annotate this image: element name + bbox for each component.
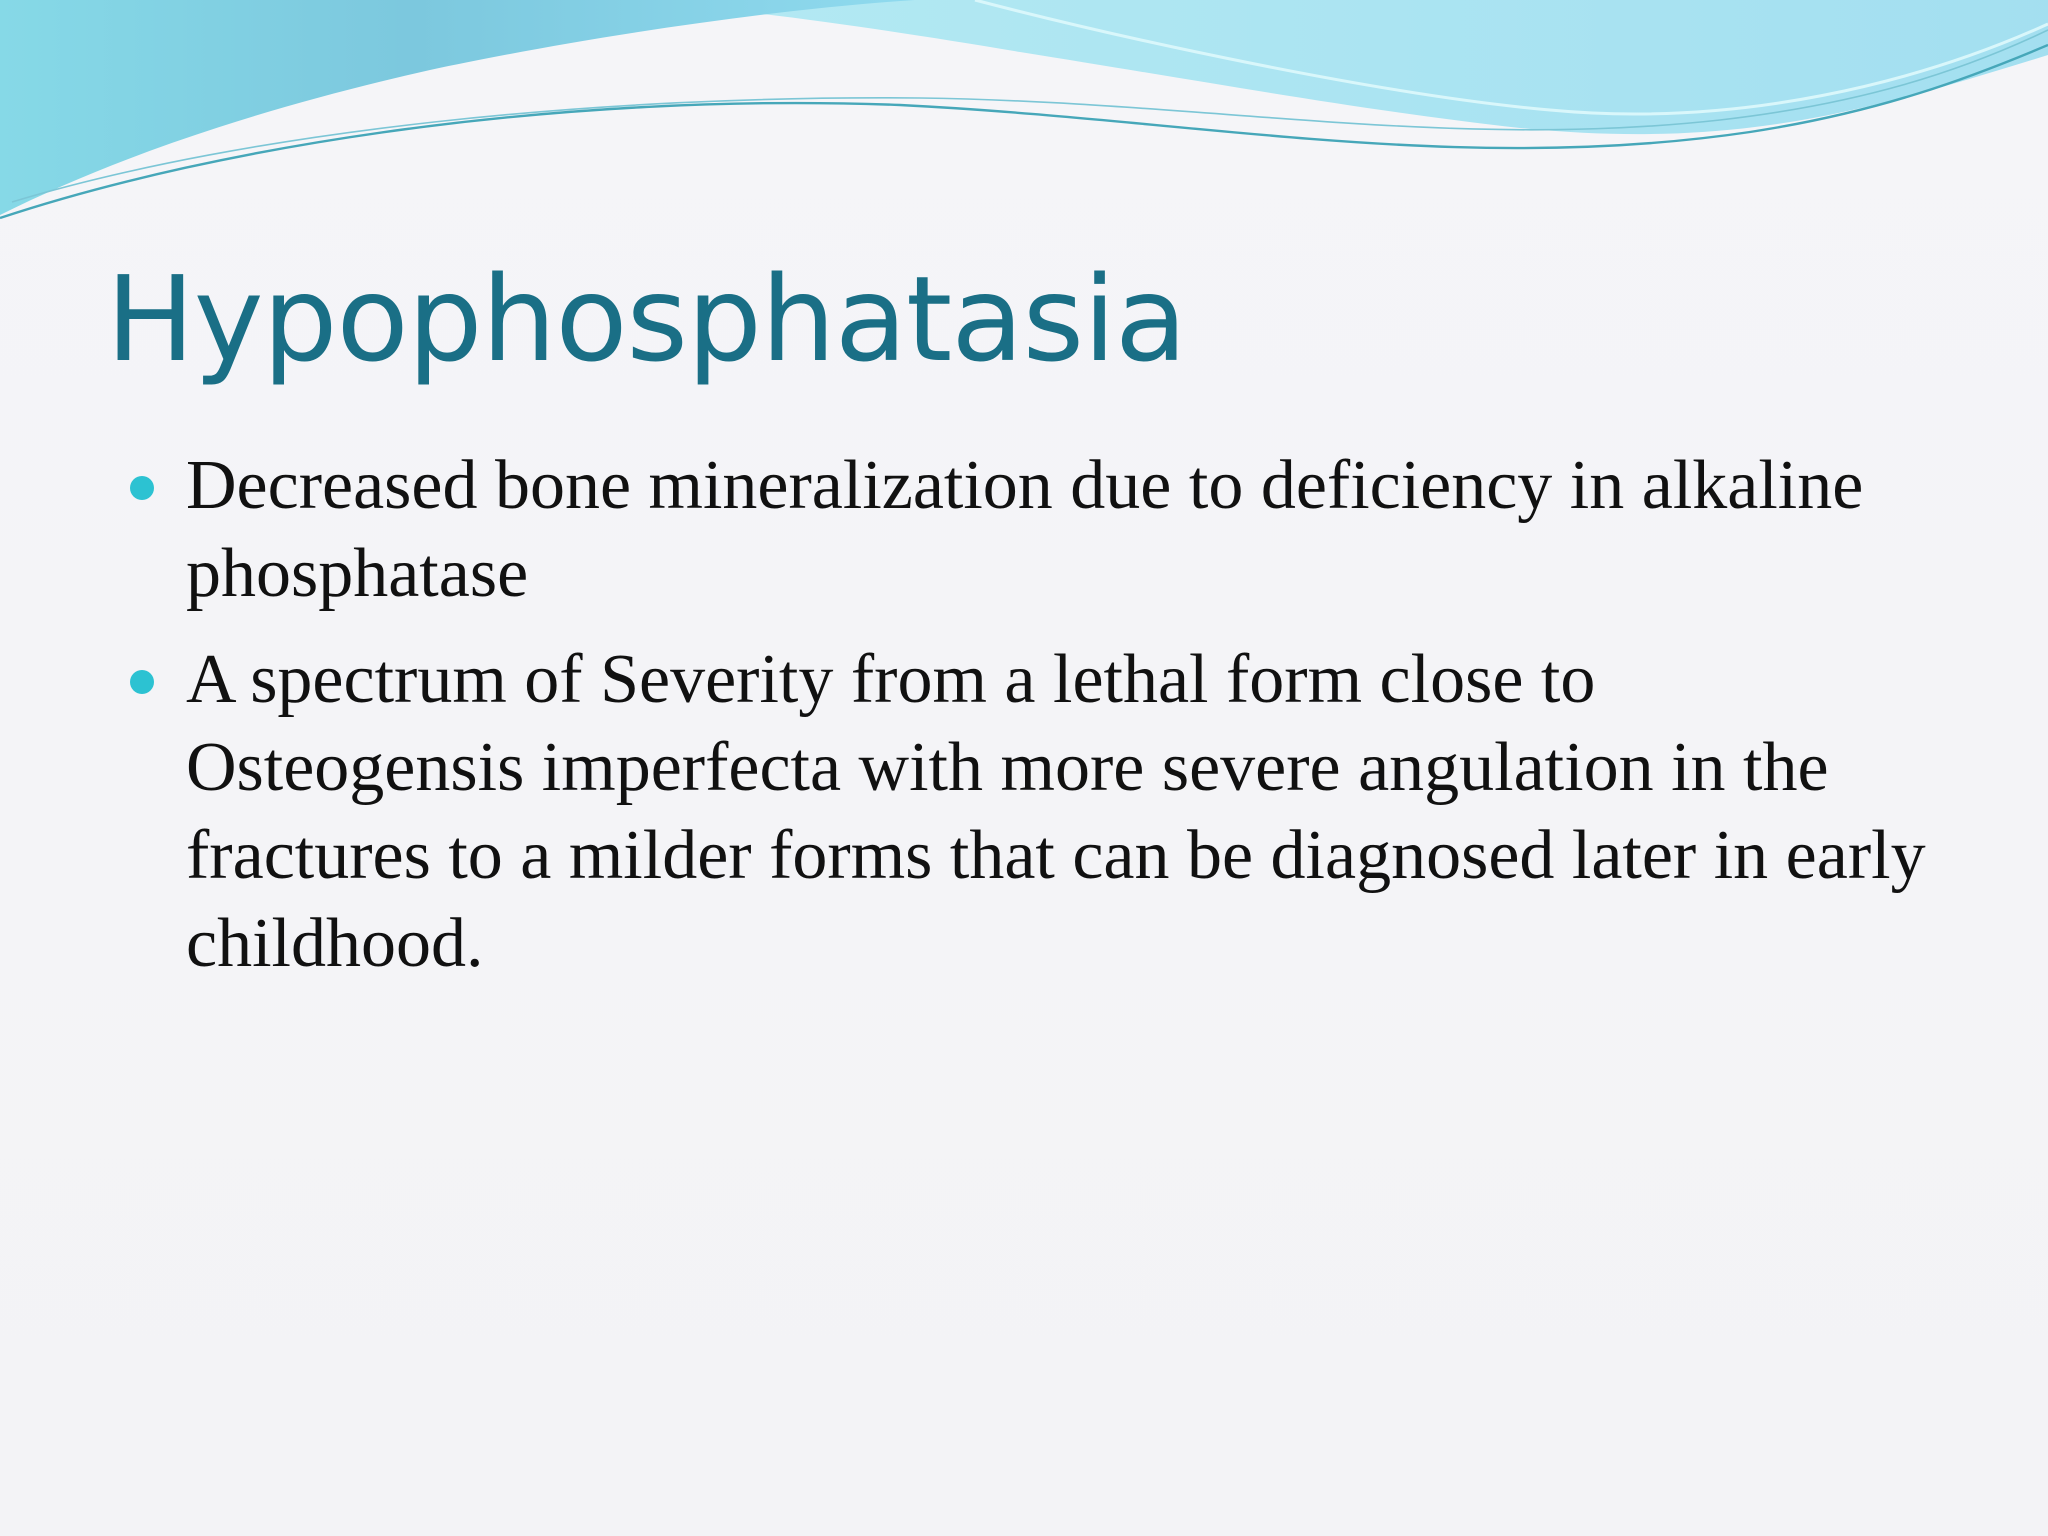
bullet-marker-icon <box>130 670 154 694</box>
bullet-list <box>128 442 1948 1006</box>
slide-title: Hypophosphatasia <box>106 250 1187 388</box>
bullet-marker-icon <box>130 476 154 500</box>
wave-shape-left <box>0 0 915 215</box>
wave-header-decoration <box>0 0 2048 240</box>
bullet-item-1 <box>128 442 1948 618</box>
bullet-text-1: Decreased bone mineralization due to deficiency in alkaline phosphatase <box>186 447 1864 612</box>
bullet-text-2: A spectrum of Severity from a lethal form close to Osteogensis imperfecta with more severe angulation in the fractures to a milder forms that can be diagnosed later in early childhood. <box>186 641 1926 982</box>
bullet-item-2 <box>128 636 1948 988</box>
